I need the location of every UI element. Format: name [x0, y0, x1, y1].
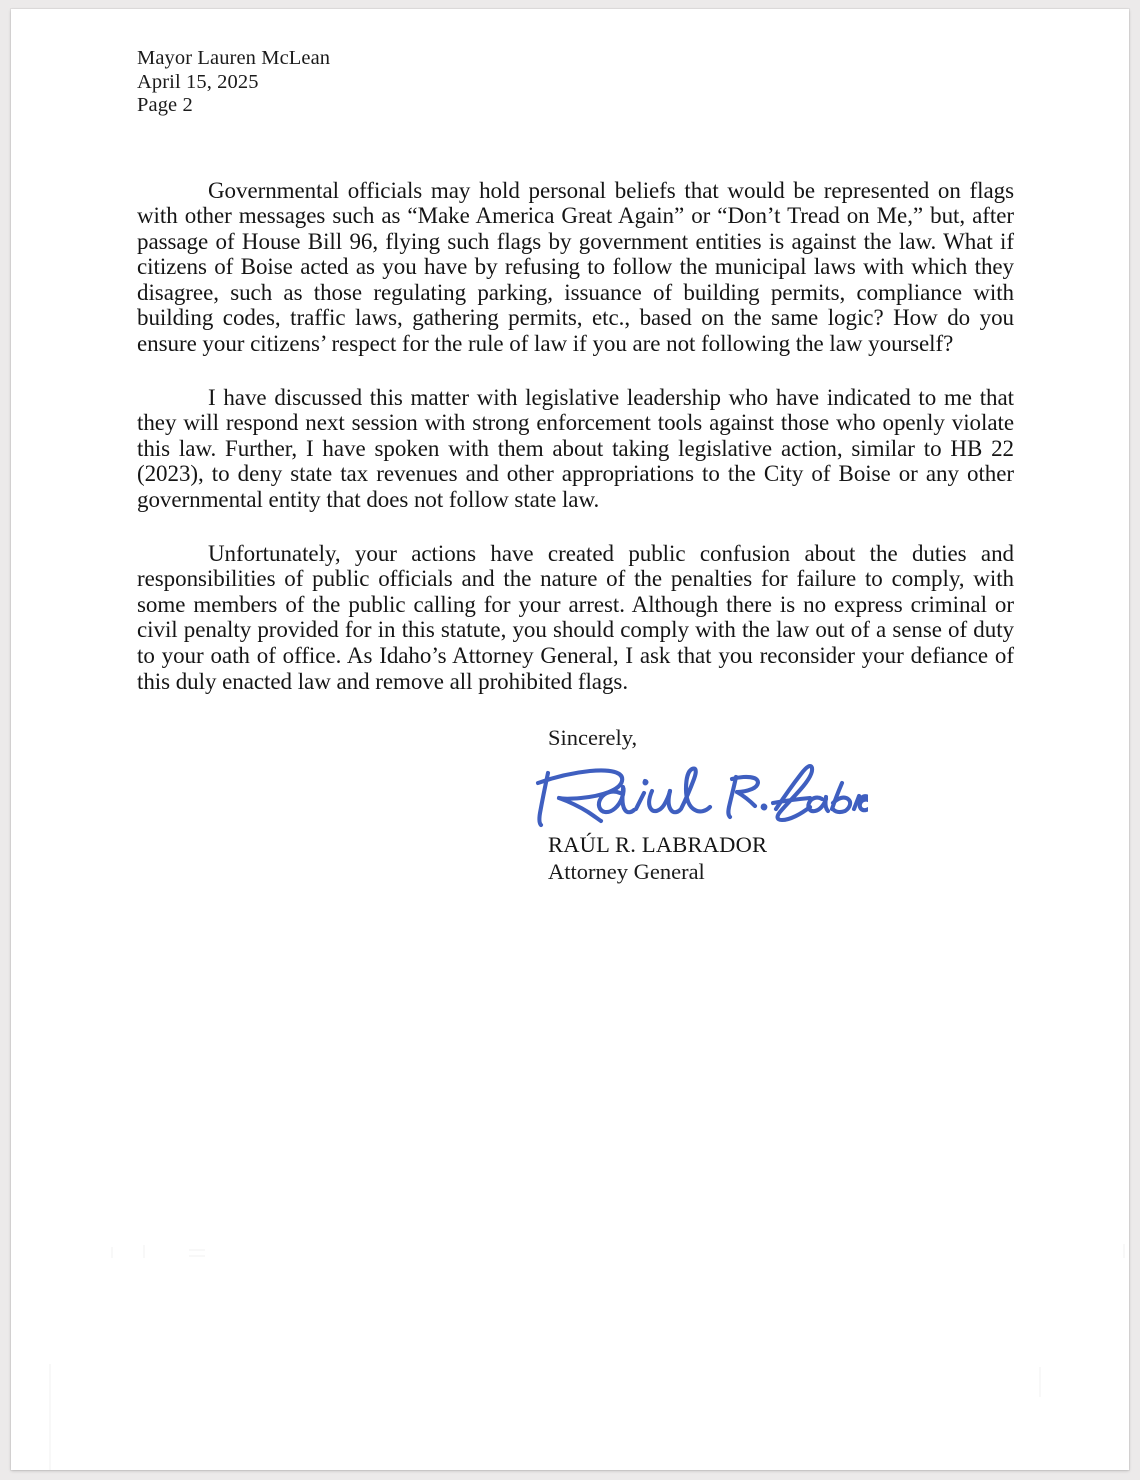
body-paragraph-3: Unfortunately, your actions have created public confusion about the duties and responsibilities of public officials and the nature of the penalties for failure to comply, with some members of the public calling for your arrest. Although there is no express criminal or civil penalty provided for in this statute, you should comply with the law out of a sense of duty to your oath of office. As Idaho’s Attorney General, I ask that you reconsider your defiance of this duly enacted law and remove all prohibited flags.: [137, 540, 1014, 694]
signer-title: Attorney General: [548, 859, 705, 884]
body-paragraph-2: I have discussed this matter with legislative leadership who have indicated to me that they will respond next session with strong enforcement tools against those who openly violate this law. Further, I have spoken with them about taking legislative action, similar to HB 22 (2023), to deny state tax revenues and other appropriations to the City of Boise or any other governmental entity that does not follow state law.: [137, 384, 1014, 513]
body-paragraph-1: Governmental officials may hold personal beliefs that would be represented on flags with other messages such as “Make America Great Again” or “Don’t Tread on Me,” but, after passage of House Bill 96, flying such flags by government entities is against the law. What if citizens of Boise acted as you have by refusing to follow the municipal laws with which they disagree, such as those regulating parking, issuance of building permits, compliance with building codes, traffic laws, gathering permits, etc., based on the same logic? How do you ensure your citizens’ respect for the rule of law if you are not following the law yourself?: [137, 177, 1014, 357]
signature-block: [518, 757, 1008, 831]
header-page-label: Page 2: [137, 94, 193, 116]
letter-continuation-header: [137, 47, 1017, 118]
letter-body: [137, 178, 1017, 695]
closing-block: [548, 725, 1008, 885]
header-date: April 15, 2025: [137, 70, 259, 93]
header-recipient: Mayor Lauren McLean: [137, 47, 331, 69]
signer-name: RAÚL R. LABRADOR: [548, 832, 768, 857]
closing-salutation: Sincerely,: [548, 725, 638, 750]
handwritten-signature-icon: [518, 757, 868, 831]
letter-content: [137, 47, 1017, 694]
letter-page: [11, 9, 1129, 1470]
